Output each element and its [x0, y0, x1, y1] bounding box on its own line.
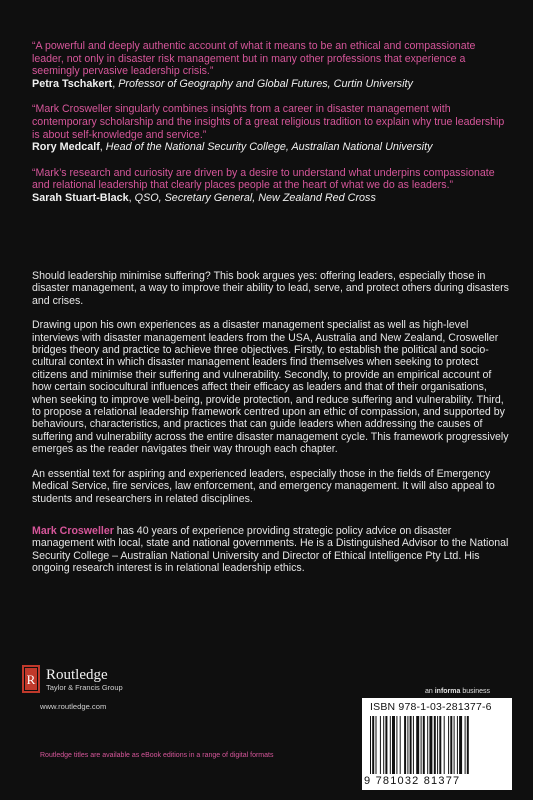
endorsement-attribution: Sarah Stuart-Black, QSO, Secretary General, New Zealand Red Cross: [32, 191, 376, 204]
barcode-bar: [439, 716, 441, 774]
ebook-note: Routledge titles are available as eBook editions in a range of digital formats: [40, 752, 274, 759]
barcode-bar: [404, 716, 406, 774]
barcode-bar: [396, 716, 397, 774]
endorser-name: Petra Tschakert: [32, 77, 113, 90]
barcode-bar: [454, 716, 455, 774]
barcode-bar: [467, 716, 469, 774]
barcode-bar: [413, 716, 414, 774]
endorsement-quote: “Mark’s research and curiosity are driven by a desire to understand what underpins compassionate and relational leadership that clearly places people at the heart of what we do as leaders.”: [32, 166, 495, 192]
publisher-group: Taylor & Francis Group: [46, 682, 123, 692]
publisher-name: Routledge: [46, 666, 108, 683]
informa-brand: informa: [434, 688, 461, 695]
barcode-bar: [465, 716, 466, 774]
barcode-bar: [450, 716, 452, 774]
barcode-bar: [380, 716, 381, 774]
endorser-role: Head of the National Security College, Australian National University: [105, 141, 433, 154]
endorsement-quote: “Mark Crosweller singularly combines insights from a career in disaster management with contemporary scholarship and the insights of a great religious tradition to explain why true leadership is about self-knowledge and service.”: [32, 103, 505, 141]
barcode-bar: [372, 716, 374, 774]
endorsement-attribution: Rory Medcalf, Head of the National Security College, Australian National University: [32, 141, 433, 154]
barcode-bar: [416, 716, 419, 774]
barcode-bar: [370, 716, 371, 774]
blurb-paragraph-3: An essential text for aspiring and experienced leaders, especially those in the fields of Emergency Medical Service, fire services, law enforcement, and emergency management. It will also appeal to students and researchers in related disciplines.: [32, 467, 495, 505]
endorsement-3: [32, 167, 510, 205]
barcode-bar: [390, 716, 391, 774]
barcode-bar: [421, 716, 422, 774]
barcode-bar: [385, 716, 387, 774]
endorsement-2: [32, 103, 510, 153]
barcode-bar: [457, 716, 458, 774]
author-name: Mark Crosweller: [32, 524, 114, 537]
endorser-name: Rory Medcalf: [32, 141, 100, 154]
endorsement-attribution: Petra Tschakert, Professor of Geography and Global Futures, Curtin University: [32, 77, 413, 90]
logo-letter: R: [26, 672, 36, 687]
publisher-block: [22, 665, 222, 711]
routledge-logo-icon: [22, 665, 40, 693]
author-bio: [32, 525, 512, 575]
barcode-bar: [429, 716, 432, 774]
endorsements: [32, 40, 510, 218]
barcode-digits: 9 781032 81377: [364, 775, 461, 787]
endorsement-quote: “A powerful and deeply authentic account of what it means to be an ethical and compassionate leader, not only in disaster risk management but in many other professions that experience a seemingly pervasive leadership crisis.”: [32, 40, 476, 78]
informa-prefix: an: [425, 688, 435, 695]
barcode-icon: [370, 716, 504, 774]
endorser-name: Sarah Stuart-Black: [32, 191, 129, 204]
barcode-bar: [459, 716, 462, 774]
barcode-bar: [407, 716, 408, 774]
endorser-role: Professor of Geography and Global Futures, Curtin University: [118, 77, 413, 90]
publisher-url[interactable]: www.routledge.com: [40, 702, 107, 711]
informa-suffix: business: [460, 688, 490, 695]
informa-tagline: [425, 688, 490, 695]
author-bio-text: has 40 years of experience providing strategic policy advice on disaster management with local, state and national governments. He is a Distinguished Advisor to the National Security College – Australian National University and Director of Ethical Intelligence Pty Ltd. His ongoing research interest is in relational leadership ethics.: [32, 524, 509, 575]
barcode-bar: [392, 716, 395, 774]
barcode-bar: [376, 716, 377, 774]
barcode-bar: [444, 716, 445, 774]
barcode-bar: [427, 716, 428, 774]
barcode-bar: [383, 716, 384, 774]
endorser-role: QSO, Secretary General, New Zealand Red Cross: [134, 191, 376, 204]
blurb: [32, 270, 512, 587]
blurb-paragraph-2: Drawing upon his own experiences as a disaster management specialist as well as high-level interviews with disaster management leaders from the USA, Australia and New Zealand, Crosweller bridges theory and practice to achieve three objectives. Firstly, to establish the political and socio-cultural context in which disaster management leaders find themselves when seeking to protect citizens and minimise their suffering and vulnerability. Secondly, to provide an empirical account of how certain sociocultural influences affect their efficacy as leaders and that of their organisations, when seeking to improve well-being, provide protection, and reduce suffering and vulnerability. Third, to propose a relational leadership framework centred upon an ethic of compassion, and supported by behaviours, characteristics, and practices that can guide leaders when addressing the causes of suffering and vulnerability across the entire disaster management cycle. This framework progressively emerges as the reader navigates their way through each chapter.: [32, 319, 509, 456]
barcode-bar: [410, 716, 412, 774]
barcode-panel: [362, 698, 512, 790]
barcode-bar: [400, 716, 401, 774]
barcode-bar: [434, 716, 436, 774]
barcode-bar: [437, 716, 438, 774]
endorsement-1: [32, 40, 510, 90]
blurb-paragraph-1: Should leadership minimise suffering? This book argues yes: offering leaders, especially those in disaster management, a way to improve their ability to lead, serve, and protect others during disasters and crises.: [32, 270, 509, 307]
barcode-bar: [448, 716, 449, 774]
barcode-bar: [423, 716, 425, 774]
isbn-label: ISBN 978-1-03-281377-6: [370, 701, 492, 713]
